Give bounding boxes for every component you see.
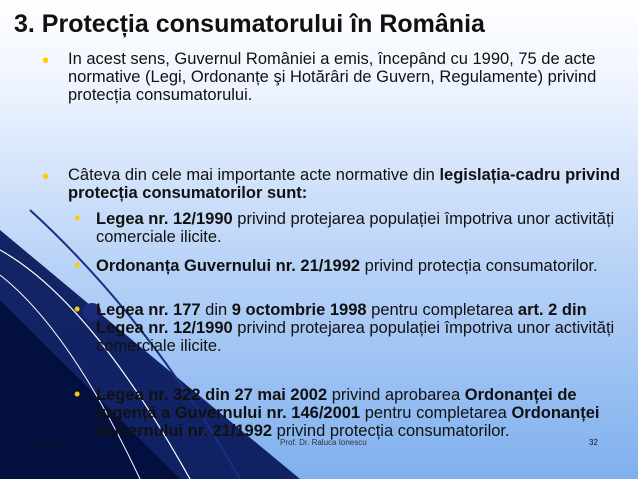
sub-4-r2: pentru completarea — [360, 404, 512, 422]
sub-1-rest: privind protejarea populației împotriva unor activități comerciale ilicite. — [96, 210, 615, 246]
sub-bullet-1-text — [96, 210, 626, 246]
bullet-icon: • — [42, 166, 50, 188]
bullet-2-text — [68, 166, 628, 202]
page-number: 32 — [589, 438, 598, 447]
law-177: Legea nr. 177 — [96, 301, 201, 319]
bullet-1-text: In acest sens, Guvernul României a emis, începând cu 1990, 75 de acte normative (Legi, Ordonanțe şi Hotărâri de Guvern, Regulamente) privind protecția consumatorului. — [68, 50, 597, 104]
bullet-icon: • — [74, 299, 81, 319]
og-21-1992: Ordonanța Guvernului nr. 21/1992 — [96, 257, 361, 275]
bullet-icon: • — [42, 50, 50, 72]
sub-bullet-2-text — [96, 257, 626, 275]
footer-date: 01/13/13 — [30, 438, 62, 447]
law-12-1990: Legea nr. 12/1990 — [96, 210, 233, 228]
bullet-icon: • — [74, 255, 81, 275]
sub-2-rest: privind protecția consumatorilor. — [360, 257, 598, 275]
date-9-oct-1998: 9 octombrie 1998 — [231, 301, 367, 319]
bullet-icon: • — [74, 384, 81, 404]
sub-4-r1: privind aprobarea — [327, 386, 465, 404]
art-2-ref: art. 2 din Legea nr. 12/1990 — [96, 301, 587, 337]
slide-title: 3. Protecția consumatorului în România — [14, 10, 485, 38]
bullet-2-bold: legislația-cadru privind protecția consumatorilor sunt: — [68, 166, 621, 202]
sub-4-r3: privind protecția consumatorilor. — [272, 422, 510, 440]
sub-bullet-3-text — [96, 301, 626, 355]
sub-3-r3: privind protejarea populației împotriva unor activități comerciale ilicite. — [96, 319, 615, 355]
bullet-icon: • — [74, 208, 81, 228]
footer-author: Prof. Dr. Raluca Ionescu — [280, 438, 367, 447]
bullet-2-lead: Câteva din cele mai importante acte normative din — [68, 166, 440, 184]
sub-3-r1: din — [200, 301, 232, 319]
sub-bullet-4-text — [96, 386, 626, 440]
sub-3-r2: pentru completarea — [366, 301, 518, 319]
oug-146-2001: Ordonanței de urgență a Guvernului nr. 146/2001 — [96, 386, 577, 422]
law-322-2002: Legea nr. 322 din 27 mai 2002 — [96, 386, 328, 404]
og-21-1992-ref: Ordonanței Guvernului nr. 21/1992 — [96, 404, 600, 440]
